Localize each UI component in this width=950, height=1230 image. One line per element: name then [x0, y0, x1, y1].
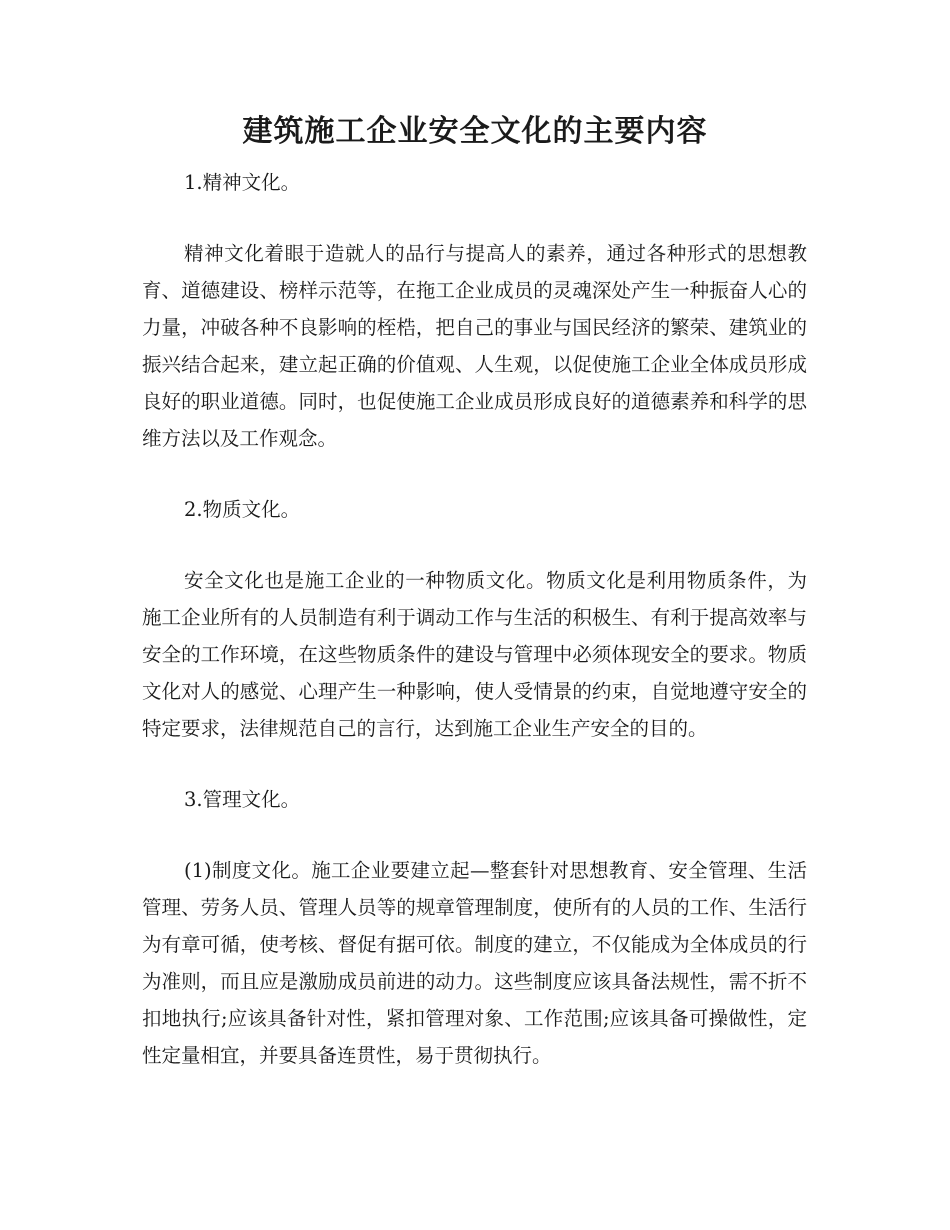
section-paragraph-spiritual-culture: 精神文化着眼于造就人的品行与提高人的素养，通过各种形式的思想教育、道德建设、榜样示范等，在拖工企业成员的灵魂深处产生一种振奋人心的力量，冲破各种不良影响的桎梏，把自己的事业与国民经济的繁荣、建筑业的振兴结合起来，建立起正确的价值观、人生观，以促使施工企业全体成员形成良好的职业道德。同时，也促使施工企业成员形成良好的道德素养和科学的思维方法以及工作观念。 [142, 242, 807, 450]
section-heading-material-culture: 2.物质文化。 [184, 498, 301, 521]
section-paragraph-management-culture: (1)制度文化。施工企业要建立起—整套针对思想教育、安全管理、生活管理、劳务人员、管理人员等的规章管理制度，使所有的人员的工作、生活行为有章可循，使考核、督促有据可依。制度的建立，不仅能成为全体成员的行为准则，而且应是激励成员前进的动力。这些制度应该具备法规性，需不折不扣地执行;应该具备针对性，紧扣管理对象、工作范围;应该具备可操做性，定性定量相宜，并要具备连贯性，易于贯彻执行。 [142, 859, 807, 1067]
document-title: 建筑施工企业安全文化的主要内容 [242, 114, 708, 149]
section-heading-spiritual-culture: 1.精神文化。 [184, 171, 301, 194]
section-paragraph-material-culture: 安全文化也是施工企业的一种物质文化。物质文化是利用物质条件，为施工企业所有的人员制造有利于调动工作与生活的积极生、有利于提高效率与安全的工作环境，在这些物质条件的建设与管理中必须体现安全的要求。物质文化对人的感觉、心理产生一种影响，使人受情景的约束，自觉地遵守安全的特定要求，法律规范自己的言行，达到施工企业生产安全的目的。 [142, 569, 807, 740]
section-heading-management-culture: 3.管理文化。 [184, 788, 301, 811]
document-body [142, 164, 807, 1074]
